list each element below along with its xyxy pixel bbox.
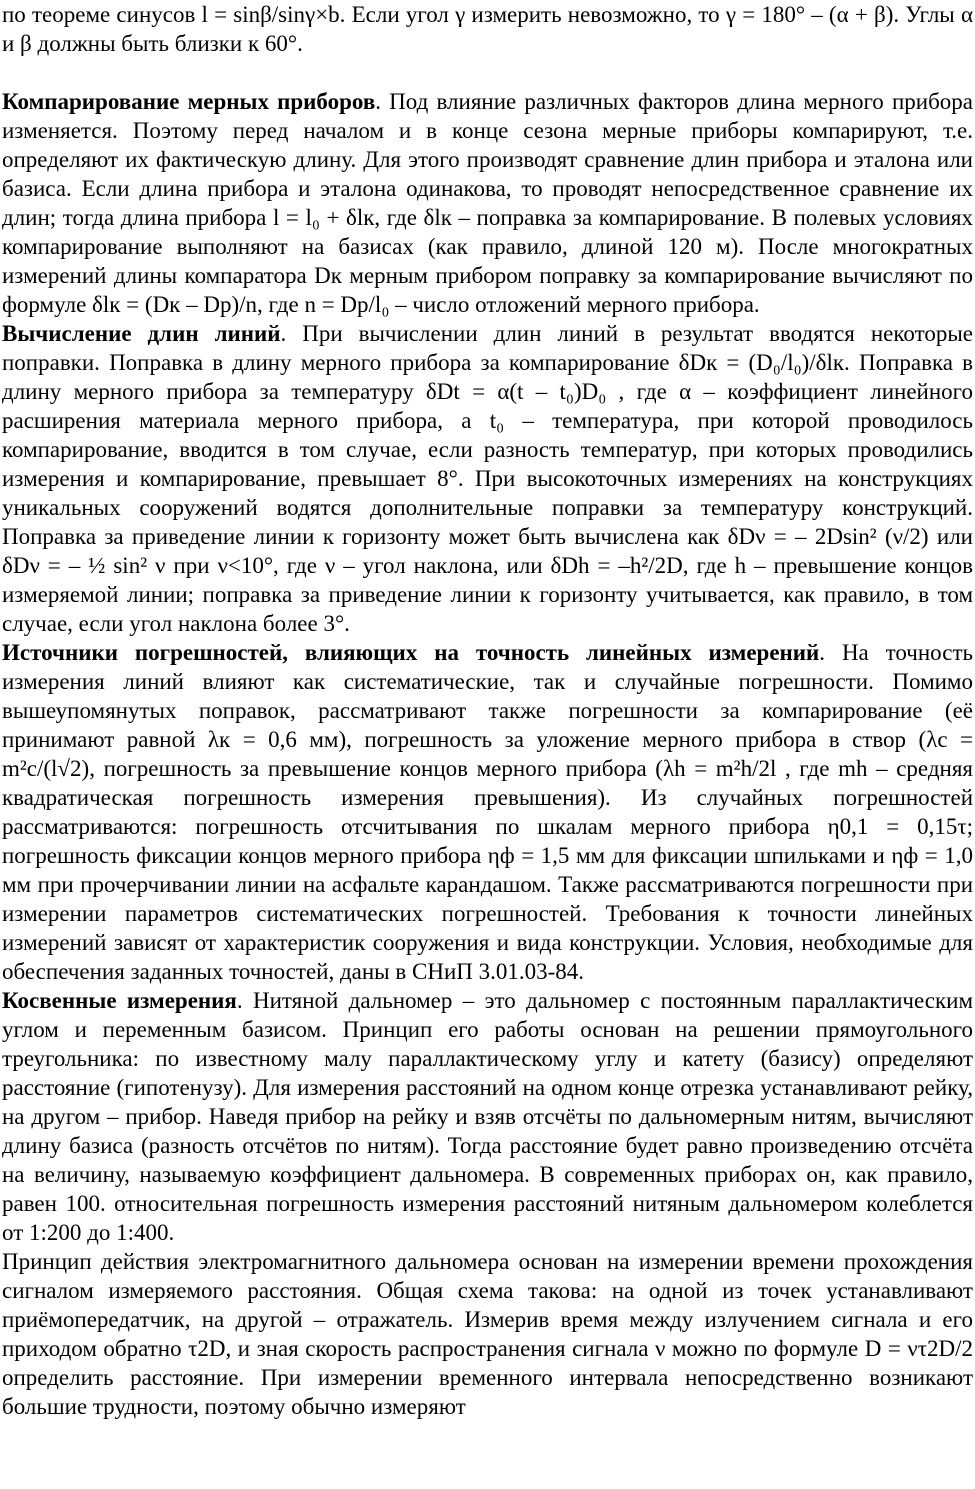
paragraph-sine-theorem [2, 0, 973, 58]
paragraph-text: . Под влияние различных факторов длина мерного прибора изменяется. Поэтому перед началом и в конце сезона мерные приборы компарируют, т.е. определяют их фактическую длину. Для этого производят сравнение длин прибора и эталона или базиса. Если длина прибора и эталона одинакова, то проводят непосредственное сравнение их длин; тогда длина прибора l = l₀ + δlк, где δlк – поправка за компарирование. В полевых условиях компарирование выполняют на базисах (как правило, длиной 120 м). После многократных измерений длины компаратора Dк мерным прибором поправку за компарирование вычисляют по формуле δlк = (Dк – Dр)/n, где n = Dр/l₀ – число отложений мерного прибора. [2, 89, 973, 317]
paragraph-line-lengths [2, 319, 973, 638]
paragraph-indirect-measurements [2, 986, 973, 1247]
paragraph-text: Принцип действия электромагнитного дальномера основан на измерении времени прохождения сигналом измеряемого расстояния. Общая схема такова: на одной из точек устанавливают приёмопередатчик, на другой – отражатель. Измерив время между излучением сигнала и его приходом обратно τ2D, и зная скорость распространения сигнала ν можно по формуле D = ντ2D/2 определить расстояние. При измерении временного интервала непосредственно возникают большие трудности, поэтому обычно измеряют [2, 1249, 973, 1419]
paragraph-text: . Нитяной дальномер – это дальномер с постоянным параллактическим углом и переменным базисом. Принцип его работы основан на решении прямоугольного треугольника: по известному малу параллактическому углу и катету (базису) определяют расстояние (гипотенузу). Для измерения расстояний на одном конце отрезка устанавливают рейку, на другом – прибор. Наведя прибор на рейку и взяв отсчёты по дальномерным нитям, вычисляют длину базиса (разность отсчётов по нитям). Тогда расстояние будет равно произведению отсчёта на величину, называемую коэффициент дальномера. В современных приборах он, как правило, равен 100. относительная погрешность измерения расстояний нитяным дальномером колеблется от 1:200 до 1:400. [2, 988, 973, 1245]
section-heading: Компарирование мерных приборов [2, 89, 376, 114]
paragraph-text: . При вычислении длин линий в результат вводятся некоторые поправки. Поправка в длину мерного прибора за компарирование δDк = (D₀/l₀)/δlк. Поправка в длину мерного прибора за температуру δDt = α(t – t₀)D₀ , где α – коэффициент линейного расширения материала мерного прибора, а t₀ – температура, при которой проводилось компарирование, вводится в том случае, если разность температур, при которых проводились измерения и компарирование, превышает 8°. При высокоточных измерениях на конструкциях уникальных сооружений водятся дополнительные поправки за температуру конструкций. Поправка за приведение линии к горизонту может быть вычислена как δDν = – 2Dsin² (ν/2) или δDν = – ½ sin² ν при ν<10°, где ν – угол наклона, или δDh = –h²/2D, где h – превышение концов измеряемой линии; поправка за приведение линии к горизонту учитывается, как правило, в том случае, если угол наклона более 3°. [2, 321, 973, 636]
paragraph-error-sources [2, 638, 973, 986]
paragraph-text: по теореме синусов l = sinβ/sinγ×b. Если угол γ измерить невозможно, то γ = 180° – (α + β). Углы α и β должны быть близки к 60°. [2, 2, 973, 56]
section-heading: Косвенные измерения [2, 988, 237, 1013]
paragraph-comparison [2, 87, 973, 319]
section-heading: Вычисление длин линий [2, 321, 281, 346]
paragraph-spacer [2, 58, 973, 87]
paragraph-em-rangefinder [2, 1247, 973, 1421]
paragraph-text: . На точность измерения линий влияют как систематические, так и случайные погрешности. Помимо вышеупомянутых поправок, рассматривают также погрешности за компарирование (её принимают равной λк = 0,6 мм), погрешность за уложение мерного прибора в створ (λc = m²c/(l√2), погрешность за превышение концов мерного прибора (λh = m²h/2l , где mh – средняя квадратическая погрешность измерения превышения). Из случайных погрешностей рассматриваются: погрешность отсчитывания по шкалам мерного прибора η0,1 = 0,15τ; погрешность фиксации концов мерного прибора ηф = 1,5 мм для фиксации шпильками и ηф = 1,0 мм при прочерчивании линии на асфальте карандашом. Также рассматриваются погрешности при измерении параметров систематических погрешностей. Требования к точности линейных измерений зависят от характеристик сооружения и вида конструкции. Условия, необходимые для обеспечения заданных точностей, даны в СНиП 3.01.03-84. [2, 640, 973, 984]
section-heading: Источники погрешностей, влияющих на точность линейных измерений [2, 640, 820, 665]
